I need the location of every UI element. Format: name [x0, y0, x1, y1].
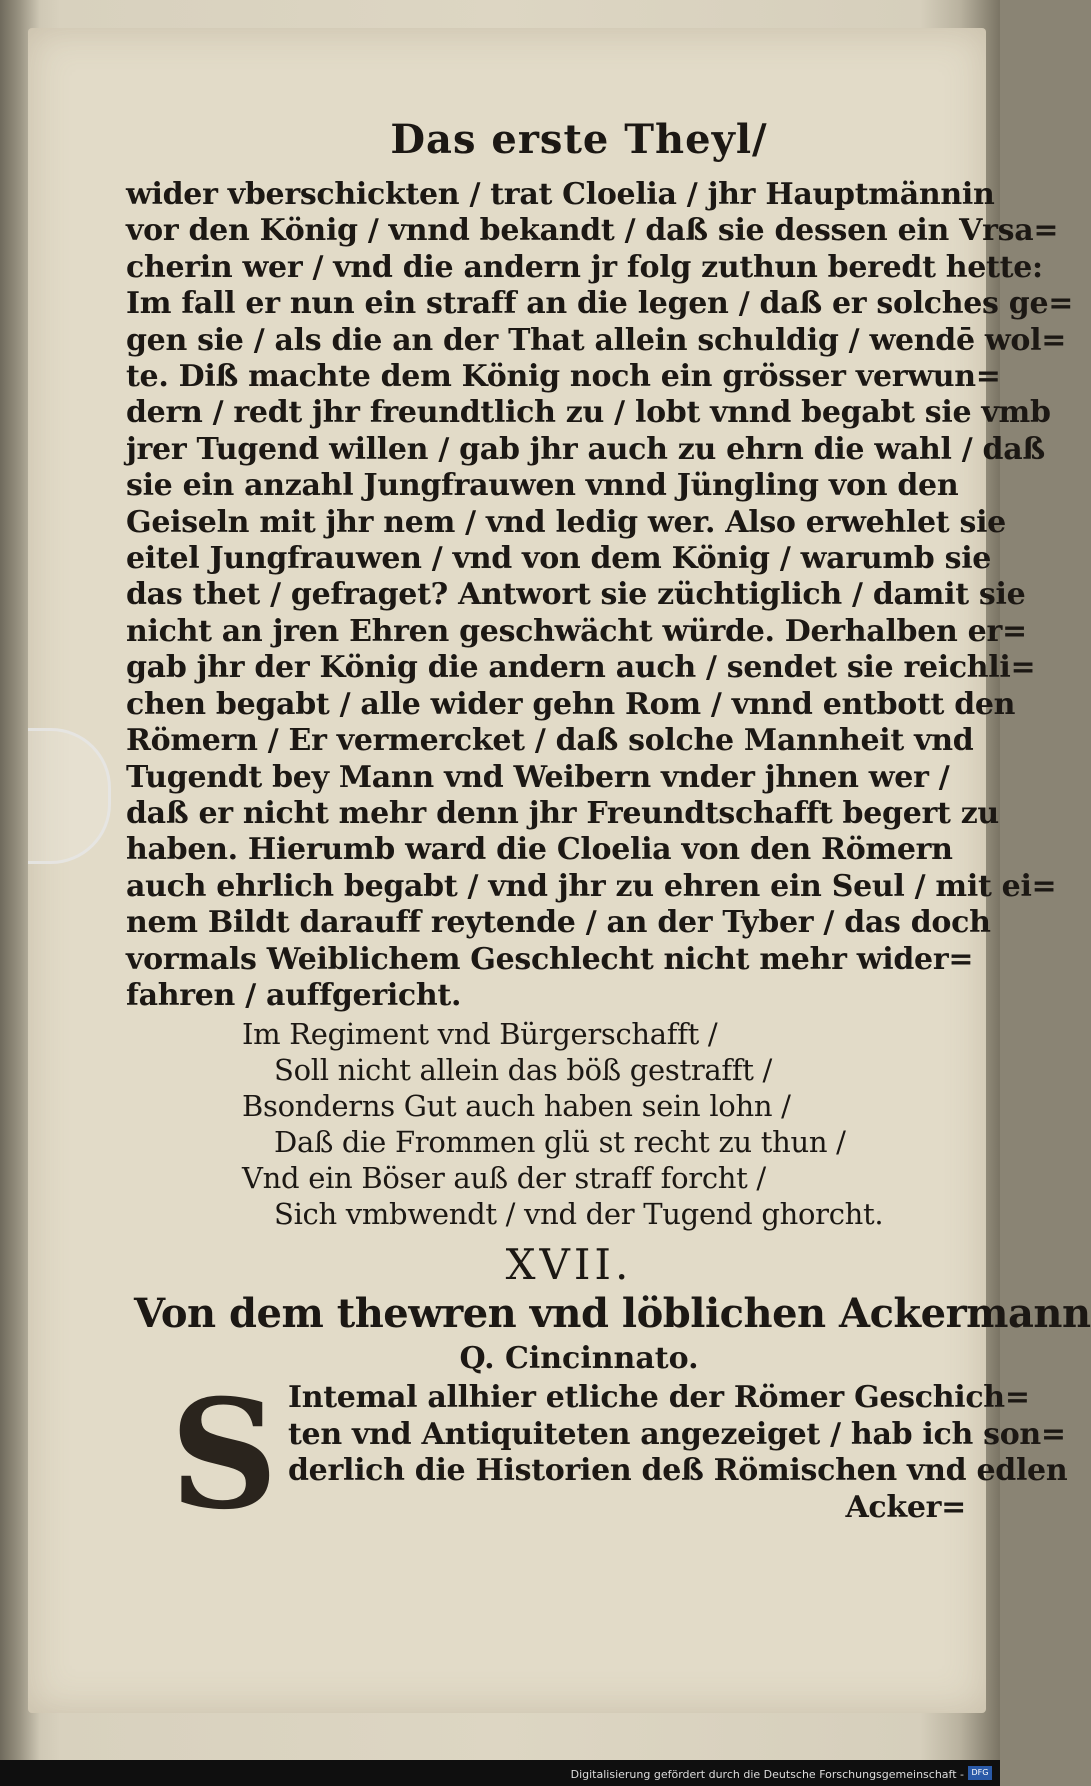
verse-line: Bsonderns Gut auch haben sein lohn / — [242, 1089, 791, 1124]
chapter-number: XVII. — [505, 1240, 633, 1290]
page-clip — [28, 728, 111, 864]
text-line: eitel Jungfrauwen / vnd von dem König / warumb sie — [126, 541, 992, 577]
body-text — [126, 177, 1074, 1014]
text-line: gen sie / als die an der That allein schuldig / wendē wol= — [126, 322, 1067, 358]
chapter-name: Q. Cincinnato. — [459, 1341, 699, 1377]
text-line: Tugendt bey Mann vnd Weibern vnder jhnen wer / — [126, 759, 950, 795]
footer-credit: Digitalisierung gefördert durch die Deutsche Forschungsgemeinschaft - — [570, 1768, 964, 1781]
opening-paragraph — [126, 1367, 1068, 1544]
text-line: nicht an jren Ehren geschwächt würde. Derhalben er= — [126, 613, 1027, 649]
paragraph-line: Acker= — [845, 1489, 966, 1525]
text-line: das thet / gefraget? Antwort sie züchtiglich / damit sie — [126, 577, 1026, 613]
text-line: chen begabt / alle wider gehn Rom / vnnd entbott den — [126, 686, 1016, 722]
running-header: Das erste Theyl/ — [390, 116, 768, 163]
text-line: vor den König / vnnd bekandt / daß sie dessen ein Vrsa= — [126, 213, 1059, 249]
text-line: cherin wer / vnd die andern jr folg zuthun beredt hette: — [126, 249, 1043, 285]
verse-line: Daß die Frommen glü st recht zu thun / — [274, 1125, 846, 1160]
chapter-title: Von dem thewren vnd löblichen Ackermann — [134, 1290, 1091, 1338]
text-line: Römern / Er vermercket / daß solche Mannheit vnd — [126, 723, 974, 759]
paragraph-line: ten vnd Antiquiteten angezeiget / hab ich son= — [288, 1416, 1066, 1452]
verse-line: Sich vmbwendt / vnd der Tugend ghorcht. — [274, 1197, 884, 1232]
text-line: vormals Weiblichem Geschlecht nicht mehr wider= — [126, 941, 974, 977]
text-line: te. Diß machte dem König noch ein grösser verwun= — [126, 359, 1001, 395]
text-line: Im fall er nun ein straff an die legen / daß er solches ge= — [126, 286, 1074, 322]
decorated-initial: S — [169, 1367, 279, 1544]
book-page — [28, 28, 1091, 1713]
paragraph-line: Intemal allhier etliche der Römer Geschich= — [288, 1380, 1030, 1416]
verse-line: Vnd ein Böser auß der straff forcht / — [242, 1161, 766, 1196]
verse-line: Soll nicht allein das böß gestrafft / — [274, 1053, 773, 1088]
verse-block — [126, 1016, 972, 1232]
text-line: gab jhr der König die andern auch / sendet sie reichli= — [126, 650, 1036, 686]
text-line: fahren / auffgericht. — [126, 977, 462, 1013]
text-line: nem Bildt darauff reytende / an der Tyber / das doch — [126, 905, 991, 941]
text-line: Geiseln mit jhr nem / vnd ledig wer. Also erwehlet sie — [126, 504, 1006, 540]
verse-line: Im Regiment vnd Bürgerschafft / — [242, 1017, 718, 1052]
text-line: wider vberschickten / trat Cloelia / jhr Hauptmännin — [126, 177, 995, 212]
text-line: dern / redt jhr freundtlich zu / lobt vnnd begabt sie vmb — [126, 395, 1051, 431]
text-line: jrer Tugend willen / gab jhr auch zu ehrn die wahl / daß — [126, 431, 1045, 467]
text-line: auch ehrlich begabt / vnd jhr zu ehren ein Seul / mit ei= — [126, 868, 1057, 904]
text-line: sie ein anzahl Jungfrauwen vnnd Jüngling von den — [126, 468, 959, 504]
text-line: daß er nicht mehr denn jhr Freundtschafft begert zu — [126, 795, 999, 831]
paragraph-line: derlich die Historien deß Römischen vnd edlen — [288, 1453, 1068, 1489]
page-text — [126, 116, 1091, 1544]
dfg-logo: DFG — [968, 1766, 992, 1780]
text-line: haben. Hierumb ward die Cloelia von den Römern — [126, 832, 953, 868]
footer-bar — [0, 1760, 1000, 1786]
